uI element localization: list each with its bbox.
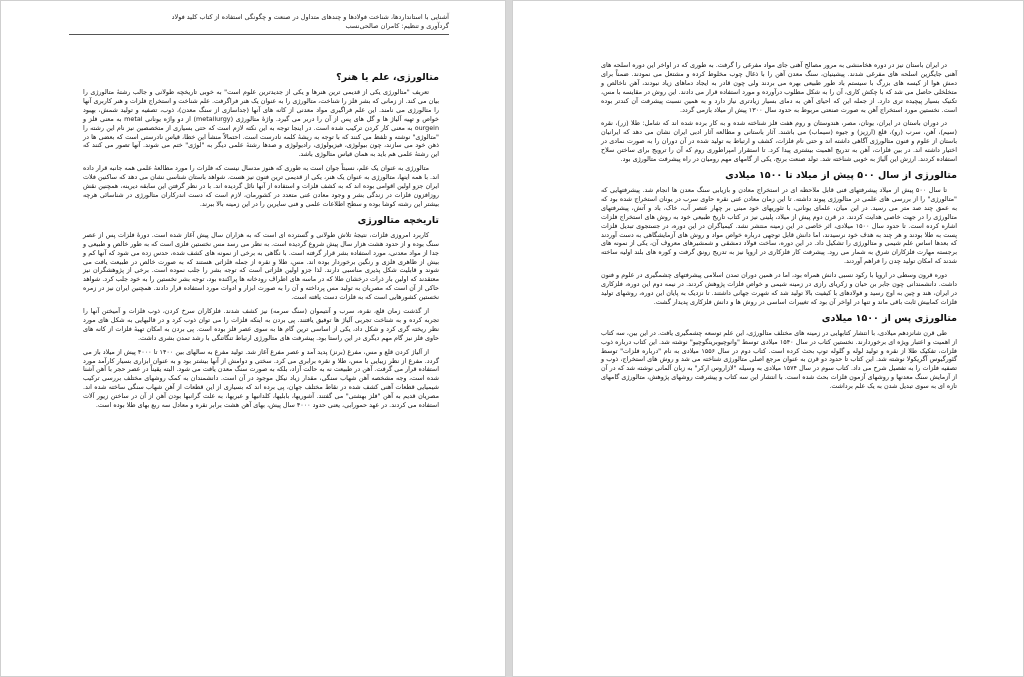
running-header (69, 13, 449, 35)
paragraph: متالورژی به عنوان یک علم، نسبتاً جوان است به طوری که هنوز مدسال نیست که فلزات را مورد مطالعهٔ علمی همه جانبه قرار داده اند. با همه اینها، متالورژی به عنوان یک هنر، یکی از قدیمی ترین فنون نیز هست. شواهد باستان شناسی نشان می دهد که ساکنین فلات ایران جزو اولین اقوامی بوده اند که به کشف فلزات و استفاده از آنها نائل گردیده اند. با در نظر گرفتن این سابقه دیرینه، همچنین نقش روزافزون فلزات در زندگی بشر و وجود معادن غنی متعدد در کشورمان، لازم است که دست اندرکاران متالورژی در شناسائی هرچه بیشتر این رشته کوشا بوده و سطح اطلاعات علمی و فنی سایرین را در این زمینه بالا ببرند. (83, 164, 439, 208)
paragraph: طی قرن شانزدهم میلادی، با انتشار کتابهایی در زمینه های مختلف متالورژی، این علم توسعه چشمگیری یافت. در این بین، سه کتاب از اهمیت و اعتبار ویژه ای برخوردارند. نخستین کتاب در سال ۱۵۴۰ میلادی توسط "وانوچیوبرینگوچیو" نوشته شد. این کتاب درباره ذوب فلزات، تفکیک طلا از نقره و تولید لوله و گلوله توپ بحث کرده است. کتاب دوم در سال ۱۵۵۶ میلادی به نام "درباره فلزات" توسط گئورگیوس آگریکولا نوشته شد. این کتاب تا حدود دو قرن به عنوان مرجع اصلی متالورژی شناخته می شد و روش های استخراج، ذوب و تصفیه فلزات را به تفصیل شرح می داد. کتاب سوم در سال ۱۵۷۴ میلادی به وسیله "لازاروس ارکر" به زبان آلمانی نوشته شد که در آن از آزمایش سنگ معدنها و روشهای آزمون فلزات بحث شده است. با انتشار این سه کتاب و پیشرفت روشهای پژوهش، متالورژی گامهای تازه ای به سوی تبدیل شدن به یک علم برداشت. (601, 328, 957, 391)
paragraph: تعریف "متالورژی یکی از قدیمی ترین هنرها و یکی از جدیدترین علوم است" به خوبی تاریخچه طولانی و جالب رشتهٔ متالورژی را بیان می کند. از زمانی که بشر فلز را شناخت، متالورژی را به عنوان یک هنر فراگرفت. علم شناخت و استخراج فلزات و هنر کاربری آنها را متالورژی می نامند. این علم فراگیری مواد معدنی از کانه های آنها (جداسازی از سنگ معدن)، ذوب، تصفیه و تولید شمش، بهبود خواص و تهیه آلیاژ ها و گل های پس از آن را دربر می گیرد. واژهٔ متالورژی (metallurgy) از دو واژه یونانی metal به معنی فلز و ourgein به معنی کار کردن ترکیب شده است. در اینجا توجه به این نکته لازم است که حتی بسیاری از متخصصین نیز نام این رشته را "متالوژی" نوشته و تلفظ می کنند که با توجه به ریشهٔ کلمه نادرست است. احتمالاً منشأ این خطا، قیاس نادرستی است که بعضی ها در ذهن خود می سازند، چون بیولوژی، فیزیولوژی، رادیولوژی و صدها رشتهٔ علمی دیگر به "لوژی" ختم می شوند. آنها تصور می کنند که این رشتهٔ علمی هم باید به همان قیاس متالوژی باشد. (83, 88, 440, 159)
paragraph: کاربرد امروزی فلزات، نتیجهٔ تلاش طولانی و گسترده ای است که به هزاران سال پیش آغاز شده است. دورهٔ فلزات پس از عصر سنگ بوده و از حدود هشت هزار سال پیش شروع گردیده است. به نظر می رسد مس نخستین فلزی است که به طور خالص و طبیعی و جدا از مواد معدنی، مورد استفاده بشر قرار گرفته است. با نگاهی به برخی از نمونه های کشف شده، حدس زده می شود که آنها کم و بیش از ظاهری فلزی و رنگین برخوردار بوده اند. مس، طلا و نقره از جمله فلزاتی هستند که به صورت خالص در طبیعت یافت می شوند و قابلیت شکل پذیری مناسبی دارند. لذا جزو اولین فلزاتی است که توجه بشر را جلب نموده است. برخی از پژوهشگران نیز معتقدند که اولین بار ذرات درخشان طلا که در ماسه های اطراف رودخانه ها پراکنده بود، توجه بشر نخستین را به خود جلب کرد. شواهد حاکی از آن است که مصریان به تولید مس پرداخته و آن را به صورت ابزار و ادوات مورد استفاده قرار دادند. همچنین ایران نیز در زمره نخستین کشورهایی است که به فلزات دست یافته است. (83, 230, 439, 302)
section-title-after-1500: متالورژی پس از ۱۵۰۰ میلادی (821, 312, 957, 324)
left-page (0, 0, 506, 677)
header-title: آشنایی با استانداردها، شناخت فولادها و چندهای متداول در صنعت و چگونگی استفاده از کتاب کلید فولاد (171, 13, 449, 21)
section-title-500bc-1500ad: متالورژی از سال ۵۰۰ پیش از میلاد تا ۱۵۰۰ میلادی (725, 169, 957, 181)
section-title-history: تاریخچه متالورژی (357, 214, 439, 226)
right-page (512, 0, 1024, 677)
right-page-content (601, 61, 957, 396)
paragraph: از گذشت زمان قلع، نقره، سرب و آنتیموان (سنگ سرمه) نیز کشف شدند. فلزکاران سرخ کردن، ذوب فلزات و آمیختن آنها را تجربه کرده و به شناخت تجربی آلیاژ ها توفیق یافتند. پی بردن به اینکه فلزات را می توان ذوب کرد و در قالبهایی به شکل های مورد نظر ریخته گری کرد و شکل داد، یکی از اساسی ترین گام ها به سوی عصر فلز بوده است. پی بردن به امکان تهیهٔ فلزات از کانه های حاوی فلز نیز گام مهم دیگری در این راستا بود. پیشرفت های متالورژی ارتباط تنگاتنگی با رشد تمدن بشری داشت. (83, 307, 439, 342)
paragraph: تا سال ۵۰۰ پیش از میلاد پیشرفتهای فنی قابل ملاحظه ای در استخراج معادن و بازیابی سنگ معدن ها انجام شد. پیشرفتهایی که "متالورژی" را از بررسی های علمی در متالورژی پیوند داشته. تا این زمان معادن غنی نقره حاوی سرب در یونان استخراج شده بود که به عمق چند صد متر می رسید. در این میان، علمای یونانی، با تئوریهای خود مبنی بر چهار عنصر آب، خاک، باد و آتش، پیشرفتهای متالورژی را در جهت خاصی هدایت کردند. در قرن دوم پیش از میلاد، پلینی نیز در کتاب تاریخ طبیعی خود به روش های استخراج فلزات اشاره کرده است. تا حدود سال ۱۵۰۰ میلادی، اثر خاصی در این زمینه منتشر نشد. کیمیاگران در این دوره، در جستجوی تبدیل فلزات پست به طلا بودند و هر چند به هدف خود نرسیدند، اما دانش قابل توجهی درباره خواص مواد و روش های آزمایشگاهی به دست آوردند که بعدها اساس علم شیمی و متالورژی را تشکیل داد. در این دوره، ساخت فولاد دمشقی و شمشیرهای معروف آن، یکی از نمونه های برجسته مهارت فلزکاران شرق به شمار می رود. پیشرفت کار فلزکاری در اروپا نیز به تدریج رونق گرفت و کوره های بلند اولیه ساخته شدند که امکان تولید چدن را فراهم آوردند. (601, 185, 957, 266)
paragraph: دوره قرون وسطی در اروپا با رکود نسبی دانش همراه بود، اما در همین دوران تمدن اسلامی پیشرفتهای چشمگیری در علوم و فنون داشت. دانشمندانی چون جابر بن حیان و زکریای رازی در زمینه شیمی و خواص فلزات پژوهش کردند. در نیمه دوم این دوره، فلزکاری در ایران، هند و چین به اوج رسید و فولادهای با کیفیت بالا تولید شد که شهرت جهانی داشتند. تا نزدیک به پایان این دوره، روشهای تولید فلزات کمابیش ثابت باقی ماند و تنها در اواخر آن بود که تغییرات اساسی در روش ها و دانش فلزکاری پدیدار گشت. (601, 271, 957, 306)
header-author: گردآوری و تنظیم: کامران صالحی‌نسب (345, 22, 449, 30)
left-page-content (83, 71, 439, 415)
section-title-metallurgy-science-or-art: متالورژی، علم یا هنر؟ (336, 72, 439, 83)
paragraph: از آلیاژ کردن قلع و مس، مفرغ (برنز) پدید آمد و عصر مفرغ آغاز شد. تولید مفرغ به سالهای بین ۱۴۰۰ تا ۴۰۰۰ پیش از میلاد باز می گردد. مفرغ از نظر زیبایی با مس، طلا و نقره برابری می کرد. سختی و دوامش از آنها بیشتر بود و به عنوان ابزاری بسیار کارآمد مورد استفاده قرار می گرفت. آهن در طبیعت نه به حالت آزاد، بلکه به صورت سنگ معدن یافت می شود. البته یقیناً در عصر حجر با آهن آشنا شده است، وجه مشخصه آهن شهاب سنگی، مقدار زیاد نیکل موجود در آن است. دانشمندان به کمک روشهای مختلف بررسی ترکیب شیمیایی قطعات آهنی کشف شده در نقاط مختلف جهان، پی برده اند که بسیاری از این قطعات از آهن شهاب سنگی ساخته شده اند. مصریان قدیم به آهن "فلز بهشتی" می گفتند. آشوریها، بابلیها، کلدانیها و عبریها، به علت گرانبها بودن آهن از آن در ساختن زیور آلات استفاده می کردند. در عهد حمورابی، یعنی حدود ۴۰۰۰ سال پیش، بهای آهن هشت برابر نقره و معادل سه ربع بهای طلا بوده است. (83, 347, 439, 410)
paragraph: در دوران باستان در ایران، یونان، مصر، هندوستان و روم هفت فلز شناخته شده و به کار برده شده اند که شامل: طلا (زر)، نقره (سیم)، آهن، سرب (رو)، قلع (ارزیز) و جیوه (سیماب) می باشند. آثار باستانی و مطالعه آثار ادبی ایران نشان می دهد که ایرانیان باستان از علوم و فنون متالورژی آگاهی داشته اند و حتی نام فلزات، کشف و ارتباط به تولید شده در آن دوران را به صورت نمادی در اختیار داشته اند. در بین فلزات، آهن به تدریج اهمیت بیشتری پیدا کرد. تا استقرار امپراطوری روم که آن را ترویج برای ساختن سلاح استفاده کردند. ارزش این آلیاژ به خوبی شناخته شد. تولد صنعت برنج، یکی از گامهای مهم رومیان در راه پیشرفت متالورژی بود. (601, 119, 957, 164)
paragraph: در ایران باستان نیز در دوره هخامنشی به مرور مصالح آهنی جای مواد مفرغی را گرفت. به طوری که در اواخر این دوره اسلحه های آهنی جایگزین اسلحه های مفرغی شدند. پیشینیان، سنگ معدن آهن را با ذغال چوب مخلوط کرده و مشتعل می نمودند. ضمناً برای دمش هوا از کیسه های بزرگ با سیستم باد طور طبیعی بهره می بردند ولی چون قادر به ایجاد دماهای زیاد نبودند، آهن ناخالص و متخلخلی حاصل می شد که با چکش کاری، آن را به شکل مطلوب درآورده و مورد استفاده قرار می دادند. این روش در مقایسه با مس، تکنیک بسیار پیچیده تری دارد. از جمله این که احیای آهن به دمای بسیار زیادتری نیاز دارد و به همین نسبت پیشرفت آن کندتر بوده است. نخستین مورد استخراج آهن به صورت صنعتی مربوط به حدود سال ۱۳۰۰ پیش از میلاد بازمی گردد. (601, 61, 957, 114)
